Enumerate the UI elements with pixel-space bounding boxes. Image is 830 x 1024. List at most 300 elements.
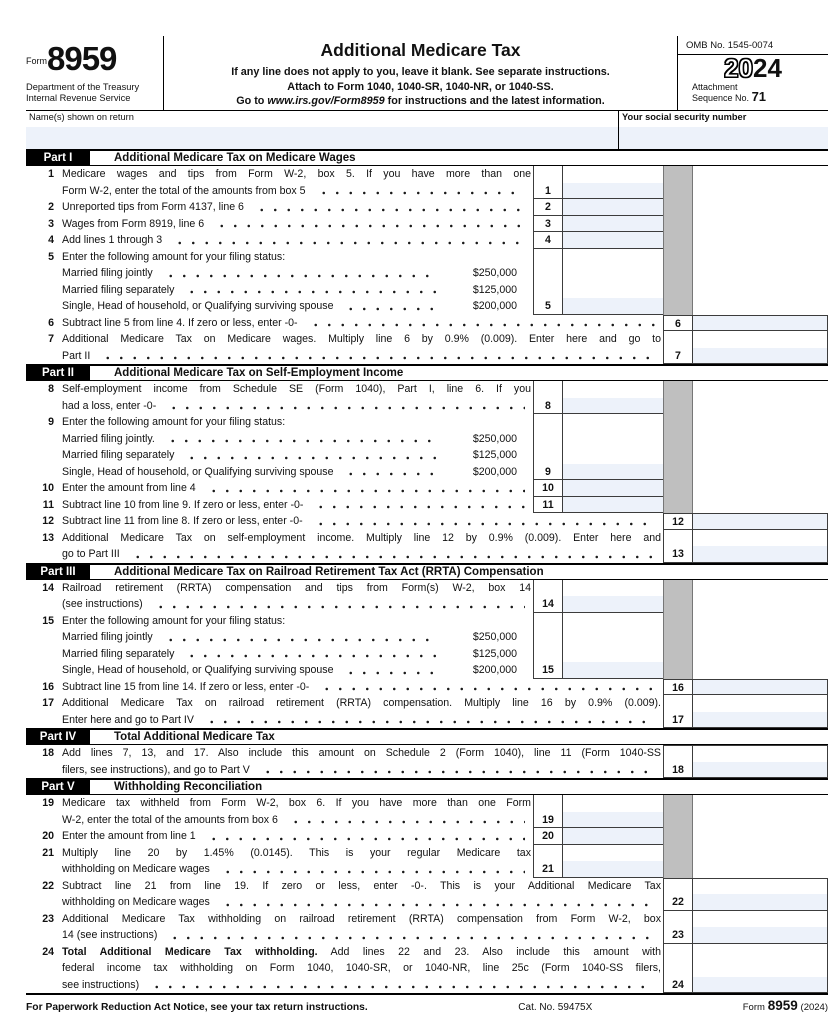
line-21-amount-field: [563, 845, 663, 862]
form-identity-block: [26, 36, 164, 110]
line-number: 20: [42, 830, 54, 842]
line-row: [26, 331, 828, 348]
line-row: [26, 199, 828, 216]
dot-leader: [259, 762, 655, 779]
gray-column-cell: [663, 265, 693, 282]
line-number: 23: [42, 912, 54, 925]
line-number: [26, 398, 62, 415]
row-right-spacer: [693, 480, 828, 497]
subtitle-line-1: If any line does not apply to you, leave it blank. See separate instructions.: [231, 66, 610, 78]
line-row: [26, 861, 828, 878]
line-3-amount-field[interactable]: [563, 216, 663, 233]
box-number-cell: [533, 629, 563, 646]
line-text: filers, see instructions), and go to Part V: [62, 763, 250, 776]
line-text: Single, Head of household, or Qualifying surviving spouse: [62, 300, 334, 312]
box-number-cell: [533, 580, 563, 597]
line-text: Enter the following amount for your filing status:: [62, 250, 286, 263]
row-right-spacer: [693, 662, 828, 679]
line-7-amount-field: [693, 331, 828, 348]
line-text-area: [62, 629, 533, 646]
dot-leader: [315, 183, 525, 200]
line-11-amount-field[interactable]: [563, 497, 663, 514]
line-text: Medicare tax withheld from Form W-2, box 6. If you have more than one Form: [62, 797, 531, 809]
gray-column-cell: [663, 812, 693, 829]
line-text: federal income tax withholding on Form 1040, 1040-SR, or 1040-NR, line 25c (Form 1040-SS filers,: [62, 962, 661, 974]
box-number-cell: 1: [533, 183, 563, 200]
row-right-spacer: [693, 249, 828, 266]
line-text-area: [62, 530, 663, 547]
line-text-area: [62, 762, 663, 779]
box-number-cell: [533, 646, 563, 663]
line-4-amount-field[interactable]: [563, 232, 663, 249]
line-number: 16: [42, 680, 54, 693]
dot-leader: [253, 199, 525, 216]
row-right-spacer: [693, 795, 828, 812]
form-word-label: Form: [26, 56, 47, 66]
box-number-cell: [663, 331, 693, 348]
line-9-amount-field[interactable]: [563, 464, 663, 481]
tax-year-outline: 20: [724, 53, 753, 83]
row-right-spacer: [693, 828, 828, 845]
line-row: [26, 282, 828, 299]
catalog-number: Cat. No. 59475X: [518, 1002, 593, 1013]
dot-leader: [183, 282, 439, 299]
row-right-spacer: [693, 580, 828, 597]
line-number: 13: [42, 531, 54, 544]
box-number-cell: 24: [663, 977, 693, 994]
gray-column-cell: [663, 596, 693, 613]
line-text: Married filing separately: [62, 449, 175, 461]
line-15-amount-field[interactable]: [563, 662, 663, 679]
line-22-amount-field[interactable]: [693, 894, 828, 911]
box-number-cell: 16: [663, 679, 693, 696]
line-text-area: [62, 596, 533, 613]
line-text-area: [62, 183, 533, 200]
box-number-cell: [533, 447, 563, 464]
line-number: [26, 348, 62, 365]
line-row: [26, 795, 828, 812]
line-row: [26, 298, 828, 315]
line-number: [26, 282, 62, 299]
line-number: 10: [42, 482, 54, 494]
line-text-area: [62, 348, 663, 365]
line-17-amount-field: [693, 695, 828, 712]
box-number-cell: 7: [663, 348, 693, 365]
line-text-area: [62, 513, 663, 530]
line-row: [26, 977, 828, 994]
row-right-spacer: [693, 812, 828, 829]
line-20-amount-field[interactable]: [563, 828, 663, 845]
line-number: [26, 629, 62, 646]
line-number: [26, 431, 62, 448]
line-text-area: [62, 679, 663, 696]
line-17-amount-field[interactable]: [693, 712, 828, 729]
row-right-spacer: [693, 613, 828, 630]
line-text-area: [62, 381, 533, 398]
line-row: [26, 828, 828, 845]
line-text: Subtract line 10 from line 9. If zero or less, enter -0-: [62, 498, 304, 511]
line-row: [26, 745, 828, 762]
line-text: Married filing separately: [62, 283, 175, 296]
gray-column-cell: [663, 861, 693, 878]
part-header: [26, 149, 828, 166]
agency-line-2: Internal Revenue Service: [26, 93, 131, 103]
line-text: see instructions): [62, 978, 140, 991]
line-number: [26, 762, 62, 779]
line-text: Additional Medicare Tax on Medicare wages. Multiply line 6 by 0.9% (0.009). Enter here and go to: [62, 333, 661, 345]
gray-column-cell: [663, 662, 693, 679]
box-number-cell: [533, 265, 563, 282]
line-row: [26, 695, 828, 712]
box-number-cell: [533, 431, 563, 448]
line-text-area: [62, 927, 663, 944]
box-number-cell: 19: [533, 812, 563, 829]
line-text: Additional Medicare Tax on railroad retirement (RRTA) compensation. Multiply line 16 by 0.9% (0.009).: [62, 697, 661, 709]
line-number: 15: [42, 614, 54, 627]
line-7-amount-field[interactable]: [693, 348, 828, 365]
row-right-spacer: [693, 497, 828, 514]
gray-column-cell: [663, 216, 693, 233]
line-15-amount-field: [563, 646, 663, 663]
row-right-spacer: [693, 629, 828, 646]
part-header: [26, 728, 828, 745]
line-6-amount-field[interactable]: [693, 315, 828, 332]
line-row: [26, 249, 828, 266]
line-16-amount-field[interactable]: [693, 679, 828, 696]
line-text: 14 (see instructions): [62, 929, 158, 941]
line-text: Total Additional Medicare Tax withholding. Add lines 22 and 23. Also include this amount with: [62, 945, 661, 958]
line-text-area: [62, 431, 533, 448]
line-number: [26, 265, 62, 282]
line-number: [26, 662, 62, 679]
box-number-cell: 18: [663, 762, 693, 779]
line-row: [26, 497, 828, 514]
box-number-cell: 9: [533, 464, 563, 481]
line-number: [26, 812, 62, 829]
dot-leader: [205, 480, 525, 497]
line-row: [26, 580, 828, 597]
row-right-spacer: [693, 381, 828, 398]
line-text-area: [62, 414, 533, 431]
line-number: [26, 447, 62, 464]
form-footer: [26, 993, 828, 1013]
line-text: Enter the amount from line 1: [62, 830, 196, 842]
line-row: [26, 398, 828, 415]
dot-leader: [287, 812, 525, 829]
line-text: Married filing jointly: [62, 267, 153, 279]
line-text: (see instructions): [62, 598, 143, 610]
threshold-amount: $250,000: [472, 267, 517, 279]
line-number: 11: [42, 498, 54, 511]
name-input[interactable]: [26, 127, 618, 149]
line-number: [26, 646, 62, 663]
box-number-cell: [533, 795, 563, 812]
line-text: Married filing separately: [62, 647, 175, 660]
gray-column-cell: [663, 298, 693, 315]
line-18-amount-field: [693, 745, 828, 762]
line-number: [26, 183, 62, 200]
line-text: Additional Medicare Tax on self-employment income. Multiply line 12 by 0.9% (0.009). Enter here and: [62, 531, 661, 544]
line-row: [26, 216, 828, 233]
box-number-cell: 3: [533, 216, 563, 233]
agency-line-1: Department of the Treasury: [26, 82, 140, 92]
gray-column-cell: [663, 629, 693, 646]
gray-column-cell: [663, 497, 693, 514]
gray-column-cell: [663, 480, 693, 497]
line-row: [26, 679, 828, 696]
line-2-amount-field[interactable]: [563, 199, 663, 216]
line-text: W-2, enter the total of the amounts from box 6: [62, 813, 278, 826]
part-label: Part V: [26, 780, 90, 794]
part-title: Withholding Reconciliation: [114, 781, 263, 793]
box-number-cell: [663, 878, 693, 895]
line-text: Subtract line 15 from line 14. If zero or less, enter -0-: [62, 680, 310, 693]
ssn-input[interactable]: [619, 127, 828, 149]
line-row: [26, 944, 828, 961]
row-right-spacer: [693, 447, 828, 464]
line-row: [26, 381, 828, 398]
line-9-amount-field: [563, 447, 663, 464]
row-right-spacer: [693, 166, 828, 183]
gray-column-cell: [663, 646, 693, 663]
gray-column-cell: [663, 431, 693, 448]
threshold-amount: $125,000: [472, 647, 517, 660]
threshold-amount: $250,000: [472, 631, 517, 643]
part-header: [26, 778, 828, 795]
box-number-cell: 17: [663, 712, 693, 729]
line-text-area: [62, 894, 663, 911]
line-text-area: [62, 331, 663, 348]
line-row: [26, 414, 828, 431]
line-23-amount-field: [693, 911, 828, 928]
line-text-area: [62, 613, 533, 630]
dot-leader: [219, 894, 655, 911]
footer-form-id: Form 8959 (2024): [742, 998, 828, 1013]
box-number-cell: [663, 960, 693, 977]
line-number: 24: [42, 945, 54, 958]
row-right-spacer: [693, 861, 828, 878]
line-number: 5: [48, 250, 54, 263]
box-number-cell: 10: [533, 480, 563, 497]
line-row: [26, 513, 828, 530]
gray-column-cell: [663, 828, 693, 845]
row-right-spacer: [693, 232, 828, 249]
line-13-amount-field: [693, 530, 828, 547]
threshold-amount: $125,000: [472, 283, 517, 296]
line-24-amount-field[interactable]: [693, 977, 828, 994]
line-number: 19: [42, 797, 54, 809]
line-text: Single, Head of household, or Qualifying surviving spouse: [62, 664, 334, 676]
line-number: 12: [42, 515, 54, 527]
dot-leader: [129, 546, 655, 563]
dot-leader: [162, 629, 439, 646]
dot-leader: [148, 977, 655, 994]
line-text-area: [62, 199, 533, 216]
part-header: [26, 563, 828, 580]
page-title: Additional Medicare Tax: [320, 40, 521, 60]
line-text-area: [62, 232, 533, 249]
row-right-spacer: [693, 398, 828, 415]
line-19-amount-field[interactable]: [563, 812, 663, 829]
line-text-area: [62, 745, 663, 762]
line-text: had a loss, enter -0-: [62, 399, 157, 412]
omb-number: OMB No. 1545-0074: [678, 36, 828, 55]
line-text-area: [62, 712, 663, 729]
line-text-area: [62, 977, 663, 994]
box-number-cell: 22: [663, 894, 693, 911]
line-text: Wages from Form 8919, line 6: [62, 217, 205, 230]
threshold-amount: $250,000: [472, 432, 517, 445]
gray-column-cell: [663, 845, 693, 862]
threshold-amount: $200,000: [472, 465, 517, 478]
line-text-area: [62, 845, 533, 862]
row-right-spacer: [693, 596, 828, 613]
line-24-amount-field: [693, 944, 828, 961]
line-row: [26, 464, 828, 481]
line-text-area: [62, 695, 663, 712]
box-number-cell: [533, 381, 563, 398]
row-right-spacer: [693, 265, 828, 282]
form-number: 8959: [47, 40, 117, 77]
line-8-amount-field[interactable]: [563, 398, 663, 415]
line-text-area: [62, 546, 663, 563]
form-body: [26, 149, 828, 993]
line-number: [26, 298, 62, 315]
row-right-spacer: [693, 431, 828, 448]
line-text: Part II: [62, 349, 91, 362]
line-10-amount-field[interactable]: [563, 480, 663, 497]
line-9-amount-field: [563, 431, 663, 448]
line-number: [26, 861, 62, 878]
box-number-cell: 13: [663, 546, 693, 563]
row-right-spacer: [693, 298, 828, 315]
gray-column-cell: [663, 249, 693, 266]
line-text-area: [62, 646, 533, 663]
box-number-cell: 2: [533, 199, 563, 216]
line-13-amount-field[interactable]: [693, 546, 828, 563]
tax-year: [678, 55, 828, 82]
dot-leader: [213, 216, 525, 233]
line-text: go to Part III: [62, 548, 120, 560]
gray-column-cell: [663, 183, 693, 200]
line-row: [26, 812, 828, 829]
line-text: Married filing jointly: [62, 631, 153, 643]
line-23-amount-field[interactable]: [693, 927, 828, 944]
line-text-area: [62, 249, 533, 266]
line-18-amount-field[interactable]: [693, 762, 828, 779]
line-text-area: [62, 944, 663, 961]
line-number: 6: [48, 316, 54, 329]
row-right-spacer: [693, 183, 828, 200]
line-number: [26, 464, 62, 481]
part-label: Part IV: [26, 730, 90, 744]
line-row: [26, 183, 828, 200]
line-15-amount-field: [563, 613, 663, 630]
line-row: [26, 927, 828, 944]
line-text-area: [62, 315, 663, 332]
gray-column-cell: [663, 613, 693, 630]
threshold-amount: $200,000: [472, 300, 517, 312]
form-header: [26, 36, 828, 110]
box-number-cell: [663, 695, 693, 712]
dot-leader: [171, 232, 525, 249]
dot-leader: [205, 828, 525, 845]
gray-column-cell: [663, 398, 693, 415]
dot-leader: [318, 679, 655, 696]
line-5-amount-field: [563, 282, 663, 299]
line-24-amount-field: [693, 960, 828, 977]
line-number: 21: [42, 846, 54, 859]
gray-column-cell: [663, 795, 693, 812]
line-row: [26, 762, 828, 779]
line-text: Multiply line 20 by 1.45% (0.0145). This is your regular Medicare tax: [62, 846, 531, 859]
box-number-cell: [663, 745, 693, 762]
dot-leader: [312, 513, 655, 530]
box-number-cell: 8: [533, 398, 563, 415]
line-text: Enter the amount from line 4: [62, 482, 196, 494]
line-text-area: [62, 911, 663, 928]
part-label: Part III: [26, 565, 90, 579]
part-label: Part I: [26, 151, 90, 165]
form-title-block: [164, 36, 677, 110]
dot-leader: [164, 431, 439, 448]
threshold-amount: $200,000: [472, 664, 517, 676]
box-number-cell: 21: [533, 861, 563, 878]
line-row: [26, 911, 828, 928]
threshold-amount: $125,000: [472, 449, 517, 461]
line-text-area: [62, 298, 533, 315]
line-row: [26, 878, 828, 895]
row-right-spacer: [693, 282, 828, 299]
line-21-amount-field[interactable]: [563, 861, 663, 878]
line-row: [26, 348, 828, 365]
line-text-area: [62, 497, 533, 514]
line-row: [26, 166, 828, 183]
dot-leader: [162, 265, 439, 282]
name-label: Name(s) shown on return: [29, 112, 134, 122]
box-number-cell: 5: [533, 298, 563, 315]
dot-leader: [219, 861, 525, 878]
line-number: [26, 977, 62, 994]
line-8-amount-field: [563, 381, 663, 398]
line-row: [26, 546, 828, 563]
gray-column-cell: [663, 464, 693, 481]
line-1-amount-field[interactable]: [563, 183, 663, 200]
irs-url: www.irs.gov/Form8959: [267, 95, 385, 107]
gray-column-cell: [663, 199, 693, 216]
line-9-amount-field: [563, 414, 663, 431]
line-text-area: [62, 398, 533, 415]
line-12-amount-field[interactable]: [693, 513, 828, 530]
box-number-cell: [533, 282, 563, 299]
gray-column-cell: [663, 580, 693, 597]
line-14-amount-field: [563, 580, 663, 597]
sequence-number: 71: [751, 89, 767, 104]
line-text: Add lines 1 through 3: [62, 234, 163, 246]
line-number: [26, 894, 62, 911]
gray-column-cell: [663, 414, 693, 431]
row-right-spacer: [693, 414, 828, 431]
dot-leader: [342, 298, 439, 315]
line-5-amount-field[interactable]: [563, 298, 663, 315]
line-14-amount-field[interactable]: [563, 596, 663, 613]
line-text-area: [62, 216, 533, 233]
gray-column-cell: [663, 381, 693, 398]
subtitle-line-2: Attach to Form 1040, 1040-SR, 1040-NR, or 1040-SS.: [287, 80, 554, 93]
box-number-cell: 14: [533, 596, 563, 613]
subtitle-line-3: Go to www.irs.gov/Form8959 for instructions and the latest information.: [236, 95, 605, 107]
line-row: [26, 629, 828, 646]
